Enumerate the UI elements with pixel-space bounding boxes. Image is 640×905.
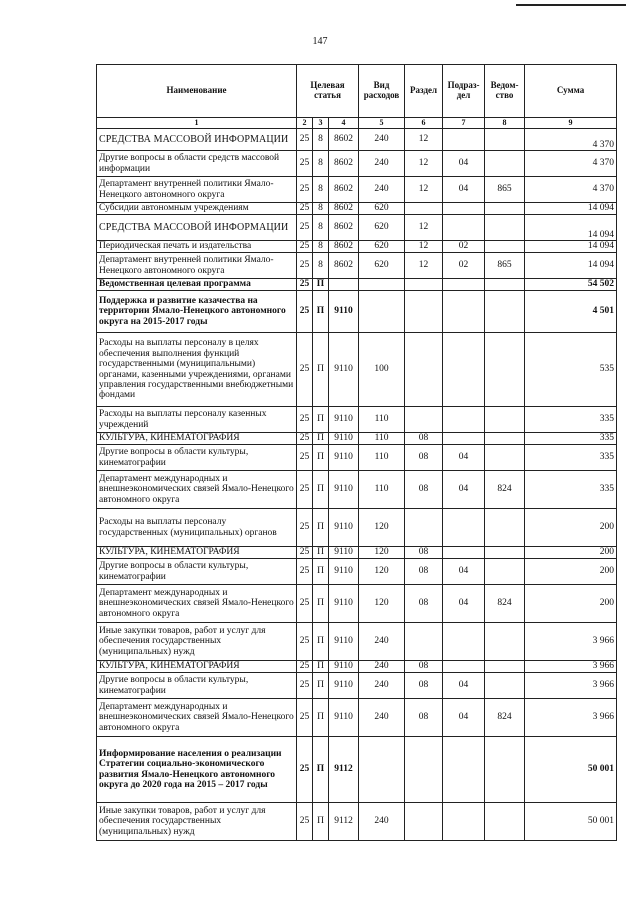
target-code-subprogram: П (313, 445, 329, 471)
department-code (485, 509, 525, 547)
table-row (97, 803, 617, 841)
column-number: 7 (443, 118, 485, 129)
section-code: 12 (405, 177, 443, 203)
expense-type: 240 (359, 673, 405, 699)
row-name: Поддержка и развитие казачества на территории Ямало-Ненецкого автономного округа на 2015-2017 годы (97, 291, 297, 333)
row-name: КУЛЬТУРА, КИНЕМАТОГРАФИЯ (97, 547, 297, 559)
target-code-direction: 9110 (329, 699, 359, 737)
amount: 335 (525, 407, 617, 433)
subsection-code: 04 (443, 585, 485, 623)
table-row (97, 203, 617, 215)
target-code-program: 25 (297, 215, 313, 241)
target-code-program: 25 (297, 471, 313, 509)
target-code-program: 25 (297, 129, 313, 151)
table-row (97, 699, 617, 737)
target-code-direction: 9112 (329, 737, 359, 803)
target-code-program: 25 (297, 291, 313, 333)
table-row (97, 333, 617, 407)
table-row (97, 623, 617, 661)
row-name: Департамент международных и внешнеэкономических связей Ямало-Ненецкого автономного округа (97, 585, 297, 623)
target-code-program: 25 (297, 547, 313, 559)
amount: 200 (525, 559, 617, 585)
target-code-direction: 8602 (329, 129, 359, 151)
subsection-code: 04 (443, 559, 485, 585)
subsection-code: 04 (443, 699, 485, 737)
expense-type: 240 (359, 151, 405, 177)
target-code-subprogram: 8 (313, 177, 329, 203)
target-code-direction (329, 279, 359, 291)
table-row (97, 291, 617, 333)
section-code (405, 737, 443, 803)
target-code-subprogram: П (313, 559, 329, 585)
section-code: 08 (405, 699, 443, 737)
table-row (97, 433, 617, 445)
target-code-direction: 8602 (329, 151, 359, 177)
amount: 14 094 (525, 253, 617, 279)
amount: 50 001 (525, 803, 617, 841)
row-name: Департамент международных и внешнеэкономических связей Ямало-Ненецкого автономного округа (97, 699, 297, 737)
target-code-program: 25 (297, 559, 313, 585)
section-code: 12 (405, 129, 443, 151)
target-code-direction: 9110 (329, 471, 359, 509)
target-code-direction: 9110 (329, 291, 359, 333)
department-code (485, 291, 525, 333)
amount: 14 094 (525, 241, 617, 253)
expense-type: 620 (359, 215, 405, 241)
amount: 200 (525, 547, 617, 559)
target-code-subprogram: П (313, 673, 329, 699)
subsection-code (443, 279, 485, 291)
subsection-code: 04 (443, 151, 485, 177)
row-name: Другие вопросы в области культуры, кинематографии (97, 445, 297, 471)
header-vid: Вид расходов (359, 65, 405, 118)
row-name: СРЕДСТВА МАССОВОЙ ИНФОРМАЦИИ (97, 215, 297, 241)
target-code-subprogram: П (313, 623, 329, 661)
target-code-direction: 8602 (329, 177, 359, 203)
table-row (97, 585, 617, 623)
target-code-program: 25 (297, 333, 313, 407)
target-code-subprogram: 8 (313, 151, 329, 177)
expense-type (359, 291, 405, 333)
table-row (97, 241, 617, 253)
section-code (405, 407, 443, 433)
section-code: 12 (405, 253, 443, 279)
row-name: Другие вопросы в области культуры, кинематографии (97, 673, 297, 699)
column-number: 2 (297, 118, 313, 129)
subsection-code (443, 661, 485, 673)
department-code (485, 559, 525, 585)
subsection-code (443, 291, 485, 333)
table-row (97, 673, 617, 699)
target-code-subprogram: 8 (313, 129, 329, 151)
row-name: СРЕДСТВА МАССОВОЙ ИНФОРМАЦИИ (97, 129, 297, 151)
expense-type: 620 (359, 203, 405, 215)
subsection-code: 04 (443, 471, 485, 509)
header-name: Наименование (97, 65, 297, 118)
target-code-direction: 8602 (329, 215, 359, 241)
expense-type: 120 (359, 585, 405, 623)
target-code-direction: 9110 (329, 623, 359, 661)
row-name: Субсидии автономным учреждениям (97, 203, 297, 215)
subsection-code (443, 215, 485, 241)
section-code: 12 (405, 241, 443, 253)
header-summa: Сумма (525, 65, 617, 118)
header-vedomstvo: Ведом-ство (485, 65, 525, 118)
table-row (97, 509, 617, 547)
expense-type (359, 279, 405, 291)
department-code: 865 (485, 177, 525, 203)
target-code-program: 25 (297, 509, 313, 547)
amount: 3 966 (525, 699, 617, 737)
table-row (97, 737, 617, 803)
subsection-code (443, 203, 485, 215)
amount: 200 (525, 509, 617, 547)
expense-type: 110 (359, 407, 405, 433)
row-name: Другие вопросы в области средств массовой информации (97, 151, 297, 177)
target-code-direction: 8602 (329, 253, 359, 279)
section-code: 08 (405, 445, 443, 471)
table-row (97, 547, 617, 559)
table-row (97, 279, 617, 291)
target-code-subprogram: П (313, 803, 329, 841)
budget-table (96, 64, 617, 841)
target-code-subprogram: П (313, 661, 329, 673)
table-row (97, 253, 617, 279)
section-code: 08 (405, 471, 443, 509)
department-code: 824 (485, 471, 525, 509)
row-name: Другие вопросы в области культуры, кинематографии (97, 559, 297, 585)
department-code (485, 433, 525, 445)
expense-type: 120 (359, 547, 405, 559)
expense-type (359, 737, 405, 803)
target-code-direction: 9110 (329, 407, 359, 433)
subsection-code (443, 737, 485, 803)
table-row (97, 129, 617, 151)
column-number: 5 (359, 118, 405, 129)
target-code-direction: 9110 (329, 445, 359, 471)
subsection-code (443, 433, 485, 445)
table-row (97, 661, 617, 673)
target-code-subprogram: П (313, 291, 329, 333)
amount: 3 966 (525, 661, 617, 673)
subsection-code: 02 (443, 253, 485, 279)
target-code-program: 25 (297, 661, 313, 673)
target-code-program: 25 (297, 737, 313, 803)
subsection-code: 04 (443, 177, 485, 203)
subsection-code (443, 129, 485, 151)
department-code (485, 203, 525, 215)
table-row (97, 471, 617, 509)
target-code-program: 25 (297, 177, 313, 203)
target-code-subprogram: 8 (313, 215, 329, 241)
target-code-direction: 9112 (329, 803, 359, 841)
department-code (485, 151, 525, 177)
section-code: 08 (405, 673, 443, 699)
section-code: 12 (405, 151, 443, 177)
section-code (405, 203, 443, 215)
subsection-code (443, 407, 485, 433)
department-code: 824 (485, 699, 525, 737)
column-number: 9 (525, 118, 617, 129)
expense-type: 110 (359, 445, 405, 471)
section-code: 08 (405, 661, 443, 673)
row-name: КУЛЬТУРА, КИНЕМАТОГРАФИЯ (97, 661, 297, 673)
expense-type: 240 (359, 803, 405, 841)
target-code-subprogram: П (313, 699, 329, 737)
expense-type: 240 (359, 177, 405, 203)
amount: 54 502 (525, 279, 617, 291)
row-name: КУЛЬТУРА, КИНЕМАТОГРАФИЯ (97, 433, 297, 445)
department-code: 824 (485, 585, 525, 623)
expense-type: 110 (359, 433, 405, 445)
section-code (405, 803, 443, 841)
target-code-program: 25 (297, 241, 313, 253)
section-code (405, 279, 443, 291)
row-name: Департамент внутренней политики Ямало-Ненецкого автономного округа (97, 253, 297, 279)
section-code: 08 (405, 559, 443, 585)
target-code-direction: 9110 (329, 585, 359, 623)
column-number: 1 (97, 118, 297, 129)
amount: 14 094 (525, 203, 617, 215)
amount: 3 966 (525, 623, 617, 661)
amount: 535 (525, 333, 617, 407)
column-number-row (97, 118, 617, 129)
expense-type: 240 (359, 129, 405, 151)
amount: 335 (525, 433, 617, 445)
target-code-subprogram: П (313, 471, 329, 509)
target-code-direction: 9110 (329, 509, 359, 547)
target-code-program: 25 (297, 673, 313, 699)
target-code-subprogram: П (313, 737, 329, 803)
subsection-code: 02 (443, 241, 485, 253)
expense-type: 620 (359, 253, 405, 279)
target-code-direction: 9110 (329, 661, 359, 673)
target-code-direction: 9110 (329, 333, 359, 407)
department-code (485, 333, 525, 407)
page-number: 147 (312, 36, 328, 47)
section-code (405, 509, 443, 547)
amount: 335 (525, 445, 617, 471)
department-code (485, 445, 525, 471)
subsection-code (443, 803, 485, 841)
expense-type: 240 (359, 699, 405, 737)
expense-type: 100 (359, 333, 405, 407)
target-code-direction: 8602 (329, 241, 359, 253)
target-code-direction: 9110 (329, 559, 359, 585)
target-code-program: 25 (297, 585, 313, 623)
column-number: 3 (313, 118, 329, 129)
subsection-code (443, 333, 485, 407)
corner-mark (516, 4, 626, 6)
amount: 4 501 (525, 291, 617, 333)
department-code (485, 803, 525, 841)
row-name: Информирование населения о реализации Стратегии социально-экономического развития Ямало-Ненецкого автономного округа до 2020 года на 2015 – 2017 годы (97, 737, 297, 803)
subsection-code (443, 547, 485, 559)
amount: 3 966 (525, 673, 617, 699)
target-code-subprogram: 8 (313, 253, 329, 279)
amount: 50 001 (525, 737, 617, 803)
target-code-program: 25 (297, 433, 313, 445)
section-code (405, 291, 443, 333)
row-name: Расходы на выплаты персоналу казенных учреждений (97, 407, 297, 433)
subsection-code (443, 509, 485, 547)
header-target: Целевая статья (297, 65, 359, 118)
section-code (405, 623, 443, 661)
target-code-program: 25 (297, 253, 313, 279)
column-number: 4 (329, 118, 359, 129)
department-code (485, 407, 525, 433)
table-row (97, 177, 617, 203)
section-code: 08 (405, 585, 443, 623)
row-name: Расходы на выплаты персоналу в целях обеспечения выполнения функций государственными (муниципальными) органами, казенными учреждениями, органами управления государственными внебюджетными фондами (97, 333, 297, 407)
target-code-program: 25 (297, 699, 313, 737)
header-podrazdel: Подраз-дел (443, 65, 485, 118)
section-code: 08 (405, 547, 443, 559)
column-number: 6 (405, 118, 443, 129)
department-code (485, 279, 525, 291)
table-body (97, 129, 617, 841)
table-row (97, 407, 617, 433)
expense-type: 240 (359, 623, 405, 661)
amount: 335 (525, 471, 617, 509)
table-row (97, 151, 617, 177)
amount: 200 (525, 585, 617, 623)
section-code: 08 (405, 433, 443, 445)
target-code-program: 25 (297, 203, 313, 215)
row-name: Иные закупки товаров, работ и услуг для обеспечения государственных (муниципальных) нужд (97, 623, 297, 661)
subsection-code: 04 (443, 673, 485, 699)
target-code-direction: 9110 (329, 433, 359, 445)
target-code-subprogram: 8 (313, 203, 329, 215)
department-code (485, 215, 525, 241)
subsection-code (443, 623, 485, 661)
row-name: Ведомственная целевая программа (97, 279, 297, 291)
department-code (485, 673, 525, 699)
column-number: 8 (485, 118, 525, 129)
target-code-subprogram: П (313, 547, 329, 559)
table-row (97, 559, 617, 585)
expense-type: 120 (359, 509, 405, 547)
header-razdel: Раздел (405, 65, 443, 118)
target-code-subprogram: П (313, 333, 329, 407)
department-code: 865 (485, 253, 525, 279)
department-code (485, 129, 525, 151)
expense-type: 240 (359, 661, 405, 673)
table-row (97, 445, 617, 471)
target-code-program: 25 (297, 279, 313, 291)
target-code-subprogram: П (313, 279, 329, 291)
target-code-subprogram: П (313, 407, 329, 433)
row-name: Расходы на выплаты персоналу государственных (муниципальных) органов (97, 509, 297, 547)
target-code-program: 25 (297, 407, 313, 433)
row-name: Департамент международных и внешнеэкономических связей Ямало-Ненецкого автономного округа (97, 471, 297, 509)
department-code (485, 623, 525, 661)
table-row (97, 215, 617, 241)
subsection-code: 04 (443, 445, 485, 471)
target-code-subprogram: 8 (313, 241, 329, 253)
section-code: 12 (405, 215, 443, 241)
target-code-program: 25 (297, 623, 313, 661)
amount: 4 370 (525, 151, 617, 177)
row-name: Периодическая печать и издательства (97, 241, 297, 253)
amount: 4 370 (525, 129, 617, 151)
target-code-subprogram: П (313, 509, 329, 547)
row-name: Департамент внутренней политики Ямало-Ненецкого автономного округа (97, 177, 297, 203)
target-code-subprogram: П (313, 585, 329, 623)
target-code-program: 25 (297, 803, 313, 841)
target-code-direction: 9110 (329, 547, 359, 559)
department-code (485, 661, 525, 673)
target-code-program: 25 (297, 445, 313, 471)
row-name: Иные закупки товаров, работ и услуг для обеспечения государственных (муниципальных) нужд (97, 803, 297, 841)
amount: 14 094 (525, 215, 617, 241)
department-code (485, 547, 525, 559)
target-code-direction: 8602 (329, 203, 359, 215)
amount: 4 370 (525, 177, 617, 203)
expense-type: 620 (359, 241, 405, 253)
department-code (485, 737, 525, 803)
section-code (405, 333, 443, 407)
expense-type: 110 (359, 471, 405, 509)
target-code-direction: 9110 (329, 673, 359, 699)
header-row (97, 65, 617, 118)
target-code-subprogram: П (313, 433, 329, 445)
department-code (485, 241, 525, 253)
expense-type: 120 (359, 559, 405, 585)
target-code-program: 25 (297, 151, 313, 177)
